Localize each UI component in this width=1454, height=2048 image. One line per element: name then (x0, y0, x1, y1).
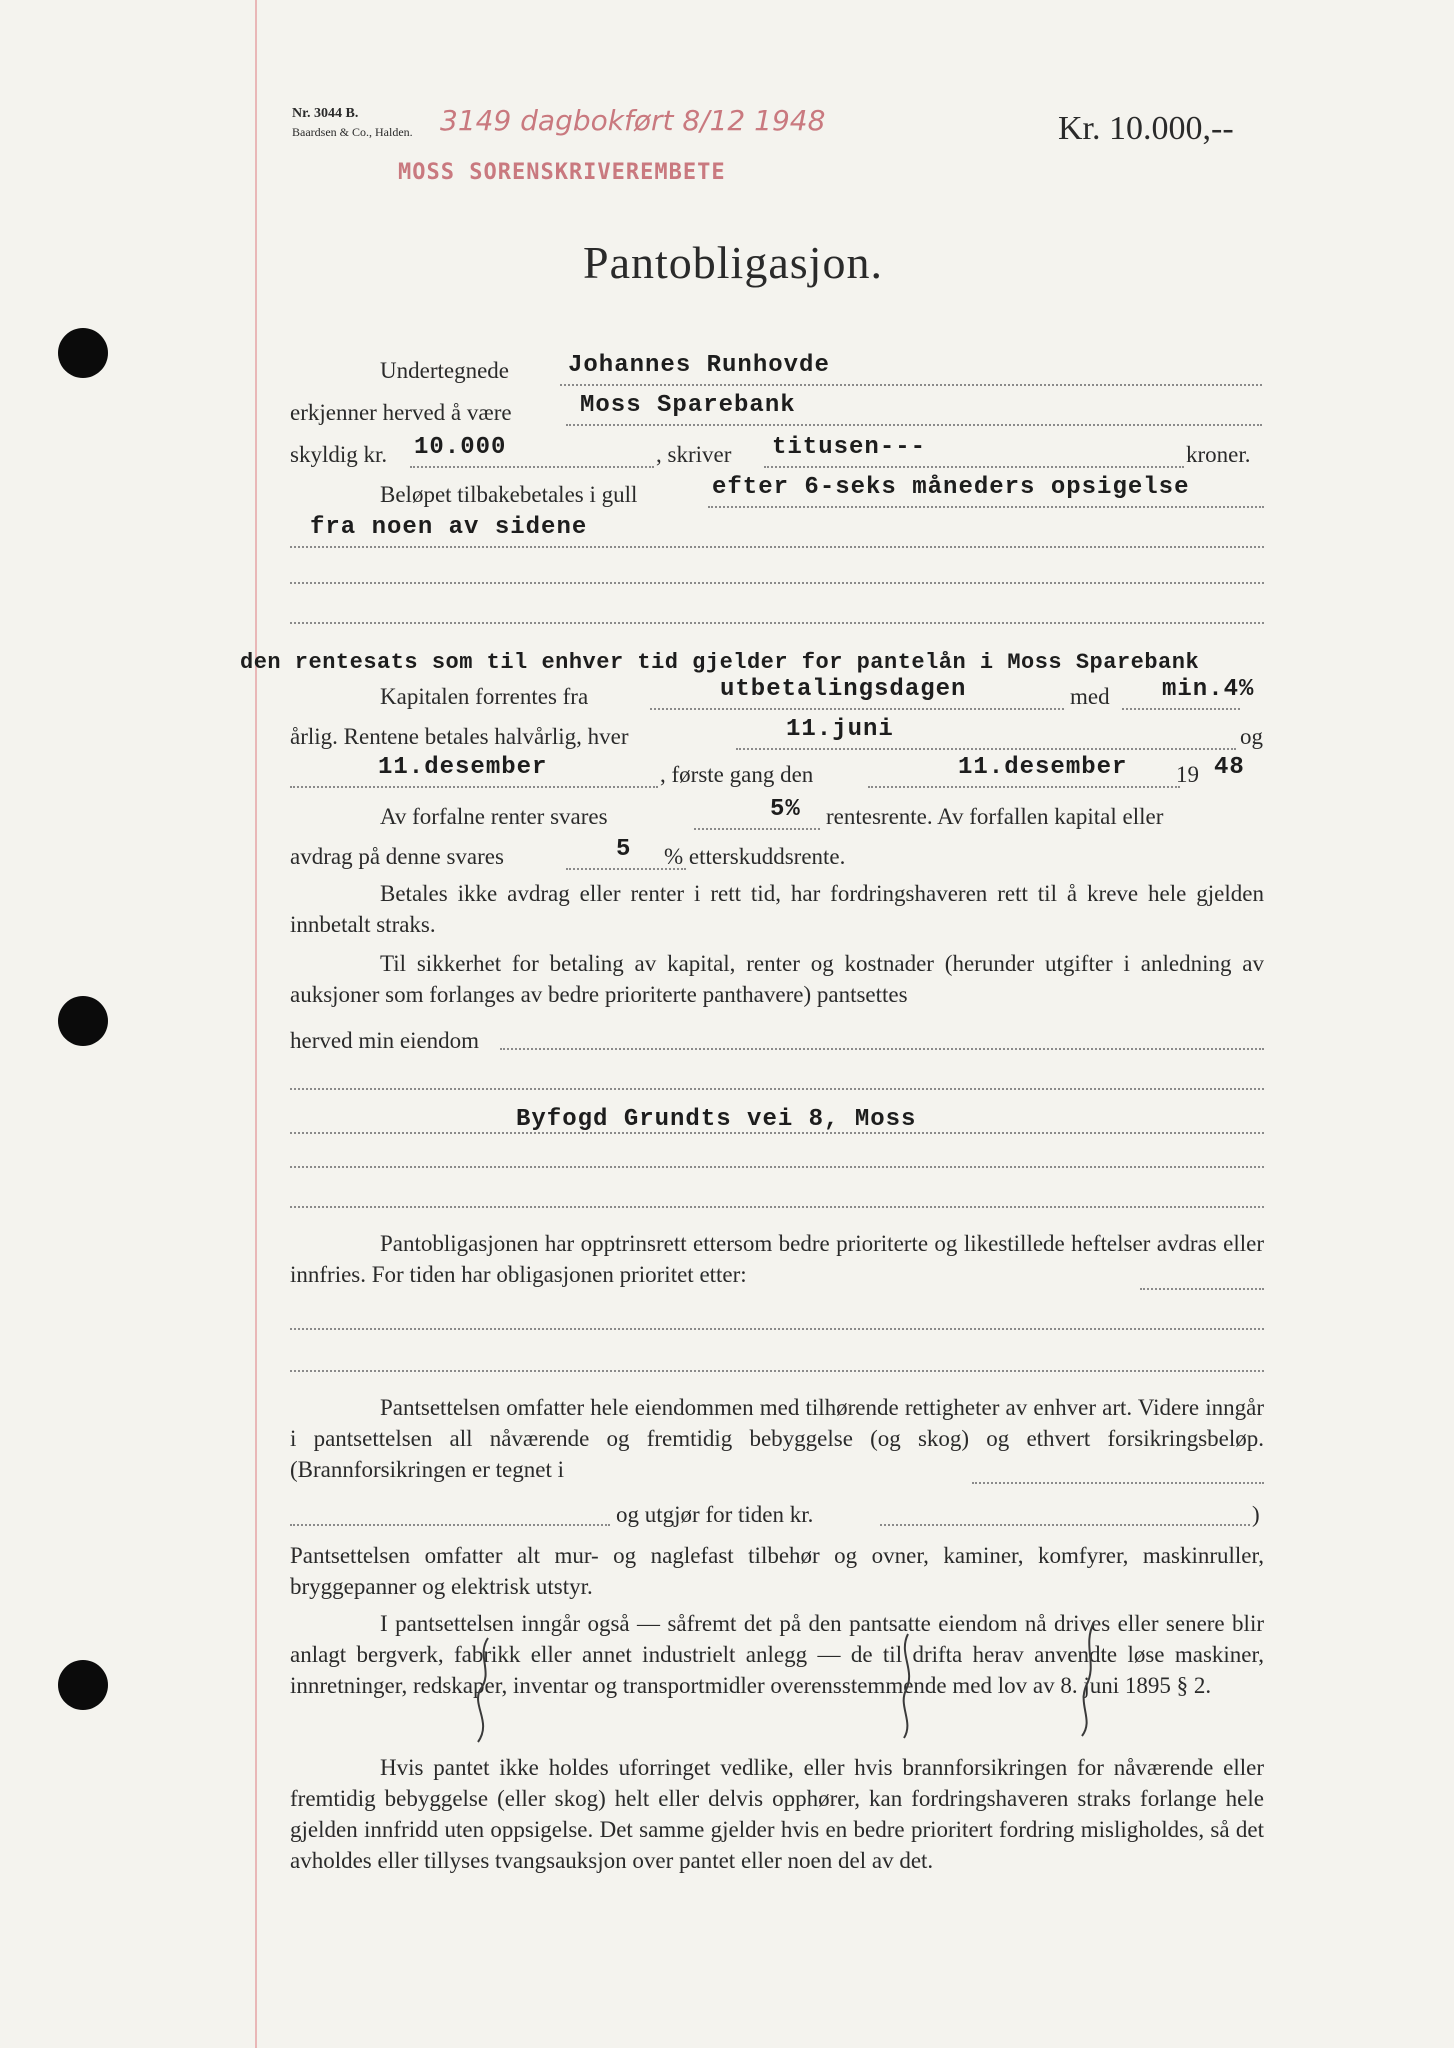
amount-header: Kr. 10.000,-- (1058, 110, 1234, 147)
avdrag-value: 5 (616, 836, 632, 863)
fill-line (560, 384, 1262, 386)
skyldig-value: 10.000 (414, 434, 507, 461)
utgjor-label: og utgjør for tiden kr. (616, 1502, 814, 1527)
fill-line (290, 1328, 1264, 1330)
fill-line (650, 708, 1064, 710)
property-address: Byfogd Grundts vei 8, Moss (516, 1106, 917, 1133)
skriver-value: titusen--- (772, 434, 927, 461)
vedlike-paragraph: Hvis pantet ikke holdes uforringet vedlike, eller hvis brannforsikringen for nåværende eller fremtidig bebyggelse (eller skog) helt eller delvis opphører, kan fordringshaveren straks forlange hele gjelden innfridd uten oppsigelse. Det samme gjelder hvis en bedre prioritert fordring misligholdes, så det avholdes eller tillyses tvangsauksjon over pantet eller noen del av det. (290, 1755, 1264, 1873)
date2-value: 11.desember (378, 754, 548, 781)
undertegnede-value: Johannes Runhovde (568, 352, 830, 379)
kroner-label: kroner. (1186, 442, 1251, 467)
fill-line (694, 828, 820, 830)
med-value: min.4% (1162, 676, 1255, 703)
fill-line (1122, 708, 1240, 710)
fill-line (290, 1088, 1264, 1090)
belopet-value-2: fra noen av sidene (310, 514, 588, 541)
og-label: og (1240, 724, 1263, 749)
fill-line (290, 1206, 1264, 1208)
herved-label: herved min eiendom (290, 1028, 480, 1053)
punch-hole (58, 996, 108, 1046)
year-prefix: 19 (1176, 762, 1199, 787)
aarlig-label: årlig. Rentene betales halvårlig, hver (290, 724, 629, 749)
fill-line (868, 786, 1180, 788)
fill-line (566, 424, 1262, 426)
handwritten-bracket (470, 1636, 500, 1746)
handwritten-bracket (894, 1632, 924, 1742)
omfatter-paragraph: Pantsettelsen omfatter hele eiendommen med tilhørende rettigheter av enhver art. Videre inngår i pantsettelsen all nåværende og fremtidig bebyggelse (og skog) og ethvert forsikringsbeløp. (Brannforsikringen er tegnet i (290, 1395, 1264, 1482)
office-stamp: MOSS SORENSKRIVEREMBETE (398, 160, 726, 185)
fill-line (290, 582, 1264, 584)
fill-line (972, 1482, 1264, 1484)
forfalne-value: 5% (770, 796, 801, 823)
margin-line (255, 0, 257, 2048)
fill-line (290, 622, 1264, 624)
fill-line (410, 466, 654, 468)
fill-line (500, 1048, 1264, 1050)
fill-line (290, 1524, 610, 1526)
skriver-label: , skriver (656, 442, 732, 467)
fill-line (290, 1370, 1264, 1372)
year-value: 48 (1214, 754, 1245, 781)
fill-line (708, 506, 1264, 508)
rentesrente-label: rentesrente. Av forfallen kapital eller (826, 804, 1164, 829)
fill-line (290, 546, 1264, 548)
fill-line (290, 786, 658, 788)
industri-paragraph: I pantsettelsen inngår også — såfremt det på den pantsatte eiendom nå drives eller senere blir anlagt bergverk, fabrikk eller annet industrielt anlegg — de til drifta herav anvendte løse maskiner, innretninger, redskaper, inventar og transportmidler overensstemmende med lov av 8. juni 1895 § 2. (290, 1611, 1264, 1698)
fill-line (290, 1166, 1264, 1168)
fill-line (764, 466, 1184, 468)
betales-paragraph: Betales ikke avdrag eller renter i rett tid, har fordringshaveren rett til å kreve hele gjelden innbetalt straks. (290, 881, 1264, 937)
dagbok-stamp: 3149 dagbokført 8/12 1948 (440, 104, 826, 137)
handwritten-bracket (1074, 1620, 1104, 1740)
punch-hole (58, 328, 108, 378)
kapitalen-label: Kapitalen forrentes fra (380, 684, 589, 709)
opptrinsrett-paragraph: Pantobligasjonen har opptrinsrett ettersom bedre prioriterte og likestillede heftelser avdras eller innfries. For tiden har obligasjonen prioritet etter: (290, 1231, 1264, 1287)
sikkerhet-paragraph: Til sikkerhet for betaling av kapital, renter og kostnader (herunder utgifter i anledning av auksjoner som forlanges av bedre prioriterte panthavere) pantsettes (290, 951, 1264, 1007)
page-title: Pantobligasjon. (583, 237, 883, 288)
etterskudd-label: % etterskuddsrente. (664, 844, 846, 869)
printer-name: Baardsen & Co., Halden. (292, 125, 413, 139)
med-label: med (1070, 684, 1110, 709)
erkjenner-label: erkjenner herved å være (290, 400, 512, 425)
forste-value: 11.desember (958, 754, 1128, 781)
erkjenner-value: Moss Sparebank (580, 392, 796, 419)
rente-typed: den rentesats som til enhver tid gjelder for pantelån i Moss Sparebank (240, 650, 1200, 675)
fill-line (736, 748, 1236, 750)
fill-line (880, 1524, 1250, 1526)
kapitalen-value: utbetalingsdagen (720, 676, 967, 703)
avdrag-label: avdrag på denne svares (290, 844, 504, 869)
forste-label: , første gang den (660, 762, 814, 787)
form-number: Nr. 3044 B. (292, 106, 359, 121)
aarlig-value: 11.juni (786, 716, 894, 743)
fill-line (1140, 1288, 1264, 1290)
tilbehor-paragraph: Pantsettelsen omfatter alt mur- og naglefast tilbehør og ovner, kaminer, komfyrer, maskinruller, bryggepanner og elektrisk utstyr. (290, 1543, 1264, 1599)
punch-hole (58, 1660, 108, 1710)
belopet-label: Beløpet tilbakebetales i gull (380, 482, 638, 507)
skyldig-label: skyldig kr. (290, 442, 388, 467)
undertegnede-label: Undertegnede (380, 358, 509, 383)
utgjor-close: ) (1252, 1502, 1260, 1527)
forfalne-label: Av forfalne renter svares (380, 804, 608, 829)
belopet-value-1: efter 6-seks måneders opsigelse (712, 474, 1190, 501)
